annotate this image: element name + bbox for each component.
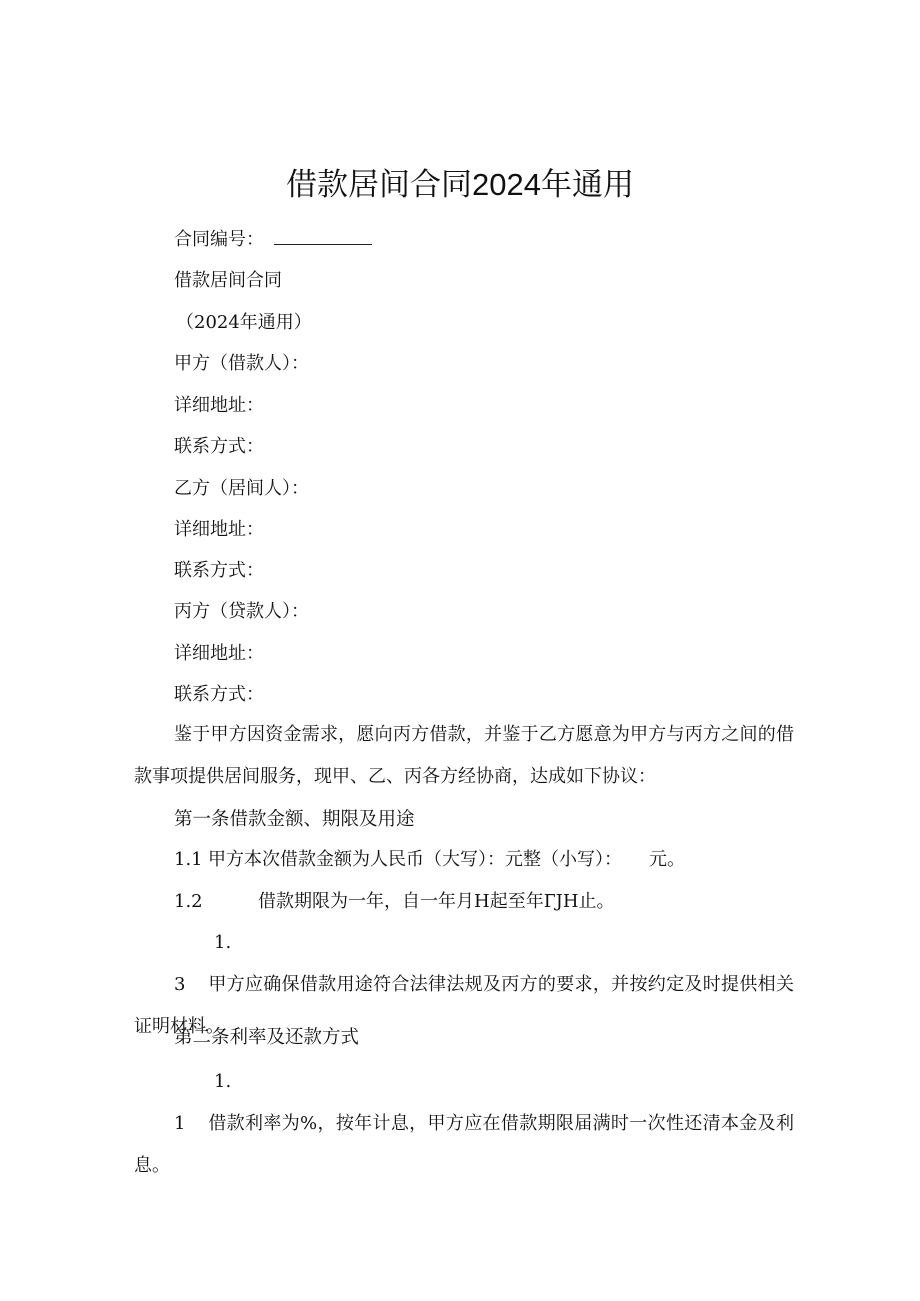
contract-number-blank bbox=[274, 228, 372, 245]
party-a-label: 甲方（借款人）： bbox=[174, 353, 309, 374]
clause-text: 甲方应确保借款用途符合法律法规及丙方的要求，并按约定及时提供相关证明材料。 bbox=[134, 974, 794, 1037]
article2-heading: 第二条利率及还款方式 bbox=[174, 1026, 360, 1047]
party-c-label: 丙方（贷款人）： bbox=[174, 601, 309, 622]
subtitle: 借款居间合同 bbox=[174, 270, 282, 291]
clause-number: 1.3 bbox=[174, 932, 232, 995]
article1-clause-1 bbox=[174, 847, 685, 873]
contract-number-line bbox=[174, 227, 372, 253]
clause-number: 1.1 bbox=[174, 1071, 232, 1134]
contract-number-label: 合同编号： bbox=[174, 229, 264, 250]
article1-heading: 第一条借款金额、期限及用途 bbox=[174, 808, 415, 829]
clause-number: 1.2 bbox=[174, 891, 203, 912]
party-a-contact: 联系方式： bbox=[174, 436, 264, 457]
party-c-contact: 联系方式： bbox=[174, 684, 264, 705]
party-c-address: 详细地址： bbox=[174, 643, 264, 664]
preamble-paragraph: 鉴于甲方因资金需求，愿向丙方借款，并鉴于乙方愿意为甲方与丙方之间的借款事项提供居间服务，现甲、乙、丙各方经协商，达成如下协议： bbox=[134, 724, 794, 787]
party-b-contact: 联系方式： bbox=[174, 560, 264, 581]
clause-text: 甲方本次借款金额为人民币（大写）：元整（小写）： 元。 bbox=[208, 849, 685, 870]
article2-clause-1 bbox=[134, 1061, 794, 1187]
clause-text: 借款期限为一年，自一年月H起至年ГJH止。 bbox=[258, 891, 615, 912]
clause-number: 1.1 bbox=[174, 849, 203, 870]
party-b-address: 详细地址： bbox=[174, 519, 264, 540]
document-title: 借款居间合同2024年通用 bbox=[286, 167, 634, 202]
subtitle-year: （2024年通用） bbox=[176, 312, 312, 333]
party-a-address: 详细地址： bbox=[174, 395, 264, 416]
article1-clause-2 bbox=[174, 889, 615, 915]
party-b-label: 乙方（居间人）： bbox=[174, 478, 309, 499]
clause-text: 借款利率为%，按年计息，甲方应在借款期限届满时一次性还清本金及利息。 bbox=[134, 1113, 794, 1176]
